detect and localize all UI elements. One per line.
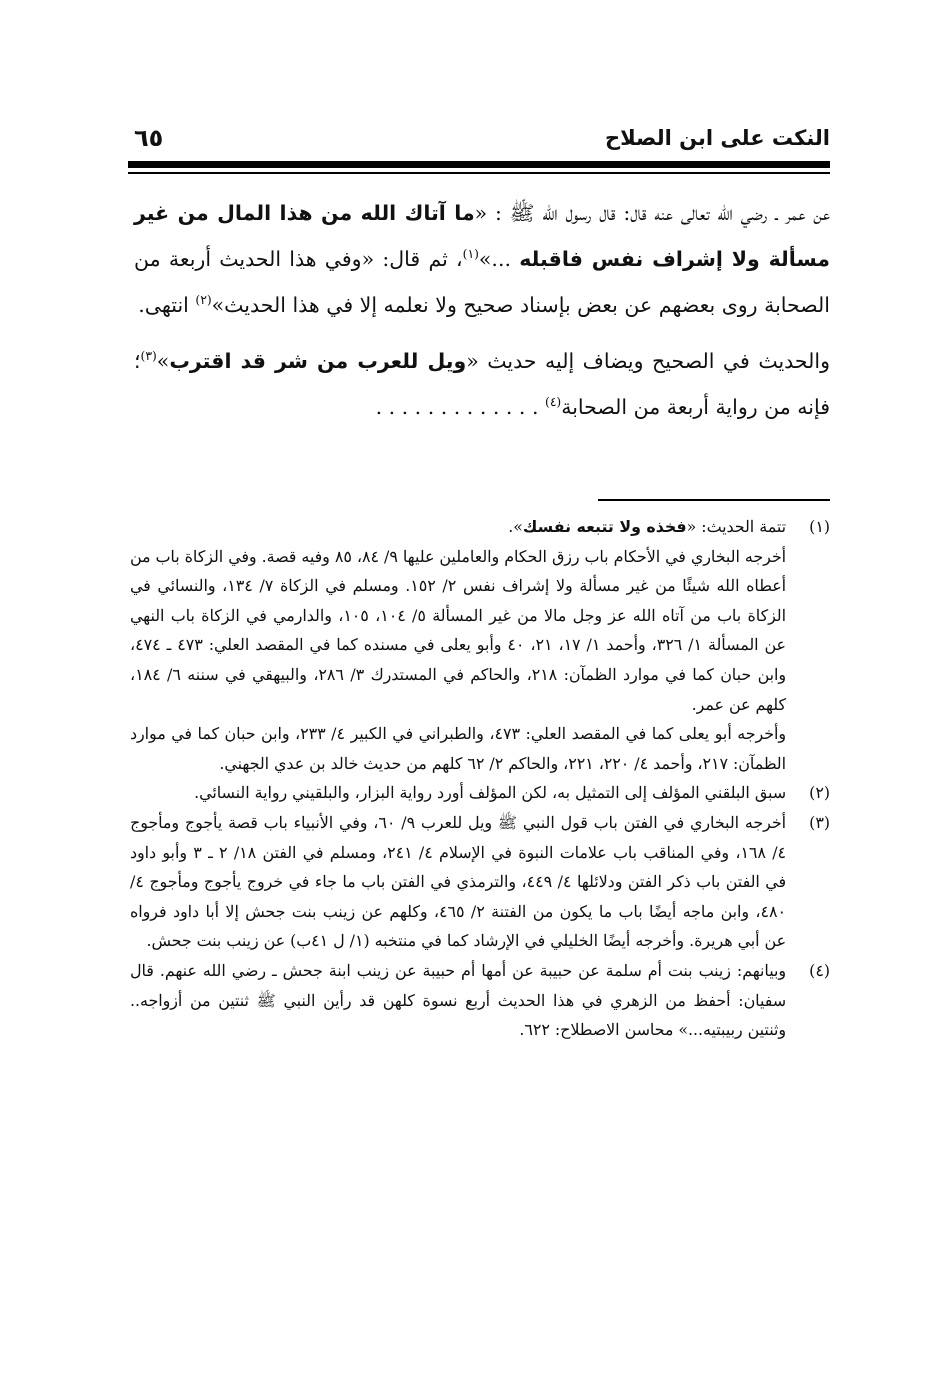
footnote-number: (٢): [809, 783, 830, 803]
footnote-ref-3[interactable]: (٣): [140, 349, 157, 364]
footnote-paragraph: وأخرجه أبو يعلى كما في المقصد العلي: ٤٧٣، والطبراني في الكبير ٤/ ٢٣٣، وابن حبان كما في موارد الظمآن: ٢١٧، وأحمد ٤/ ٢٢٠، ٢٢١، والحاكم ٢/ ٦٢ كلهم من حديث خالد بن عدي الجهني.: [130, 724, 787, 773]
quoted-text: فخذه ولا تتبعه نفسك: [522, 517, 687, 536]
running-title: النكت على ابن الصلاح: [604, 126, 830, 150]
footnote: [130, 808, 830, 956]
footnote-ref-1[interactable]: (١): [462, 247, 479, 262]
footnote-paragraph: سبق البلقني المؤلف إلى التمثيل به، لكن المؤلف أورد رواية البزار، والبلقيني رواية النسائي.: [194, 783, 786, 803]
footnote-ref-2[interactable]: (٢): [195, 293, 212, 308]
footnote-number: (٣): [809, 812, 830, 832]
footnote-paragraph: وبيانهم: زينب بنت أم سلمة عن حبيبة عن أمها أم حبيبة عن زينب ابنة جحش ـ رضي الله عنهم. قال سفيان: أحفظ من الزهري في هذا الحديث أربع نسوة كلهن قد رأين النبي ﷺ ثنتين من أزواجه.. وثنتين ربيبتيه...» محاسن الاصطلاح: ٦٢٢.: [130, 960, 786, 1040]
header-rule-thin: [128, 172, 830, 174]
main-text: [134, 190, 830, 430]
footnote-paragraph: تتمة الحديث: «فخذه ولا تتبعه نفسك».: [508, 517, 786, 536]
main-paragraph-1: عن عمر ـ رضي الله تعالى عنه قال: قال رسول الله ﷺ : «ما آتاك الله من هذا المال من غير مسألة ولا إشراف نفس فاقبله ...»$^{(١)}$، ثم قال: «وفي هذا الحديث أربعة من الصحابة روى بعضهم عن بعض بإسناد صحيح ولا نعلمه إلا في هذا الحديث»$^{(٢)}$ انتهى.: [134, 201, 831, 317]
footnote-number: (١): [809, 517, 830, 536]
footnote-separator: [598, 499, 830, 501]
page-header: [128, 122, 830, 162]
footnote: [130, 956, 830, 1045]
footnote-paragraph: أخرجه البخاري في الأحكام باب رزق الحكام والعاملين عليها ٩/ ٨٤، ٨٥ وفيه قصة. وفي الزكاة باب من أعطاه الله شيئًا من غير مسألة ولا إشراف نفس ٢/ ١٥٢. ومسلم في الزكاة ٧/ ١٣٤، والنسائي في الزكاة باب من آتاه الله عز وجل مالا من غير المسألة ٥/ ١٠٤، ١٠٥، والدارمي في الزكاة باب النهي عن المسألة ١/ ٣٢٦، وأحمد ١/ ١٧، ٢١، ٤٠ وأبو يعلى في مسنده كما في المقصد العلي: ٤٧٣ ـ ٤٧٤، وابن حبان كما في موارد الظمآن: ٢١٨، والحاكم في المستدرك ٣/ ٢٨٦، والبيهقي في سننه ٦/ ١٨٤، كلهم عن عمر.: [130, 546, 787, 714]
footnote-number: (٤): [809, 960, 830, 980]
footnote-ref-4[interactable]: (٤): [545, 395, 562, 410]
footnote-paragraph: أخرجه البخاري في الفتن باب قول النبي ﷺ ويل للعرب ٩/ ٦٠، وفي الأنبياء باب قصة يأجوج ومأجوج ٤/ ١٦٨، وفي المناقب باب علامات النبوة في الإسلام ٤/ ٢٤١، ومسلم في الفتن ١٨/ ٢ ـ ٣ وأبو داود في الفتن باب ذكر الفتن ودلائلها ٤/ ٤٤٩، والترمذي في الفتن باب ما جاء في خروج يأجوج ومأجوج ٤/ ٤٨٠، وابن ماجه أيضًا باب ما يكون من الفتنة ٢/ ٤٦٥، وكلهم عن زينب بنت جحش إلا أبا داود فرواه عن أبي هريرة. وأخرجه أيضًا الخليلي في الإرشاد كما في منتخبه (١/ ل ٤١ب) عن زينب بنت جحش.: [130, 812, 787, 951]
footnote: [130, 512, 830, 778]
page-number: ٦٥: [134, 124, 164, 152]
footnotes: [130, 512, 830, 1045]
main-paragraph-2: والحديث في الصحيح ويضاف إليه حديث «ويل للعرب من شر قد اقترب»$^{(٣)}$؛ فإنه من رواية أربعة من الصحابة$^{(٤)}$ . . . . . . . . . . . . .: [134, 349, 830, 419]
hadith-quote: ويل للعرب من شر قد اقترب: [169, 349, 467, 373]
footnote: [130, 778, 830, 808]
hadith-quote: ما آتاك الله من هذا المال من غير مسألة ولا إشراف نفس فاقبله: [134, 201, 831, 271]
leader-dots: . . . . . . . . . . . . .: [375, 395, 545, 419]
header-rule-thick: [128, 161, 830, 168]
